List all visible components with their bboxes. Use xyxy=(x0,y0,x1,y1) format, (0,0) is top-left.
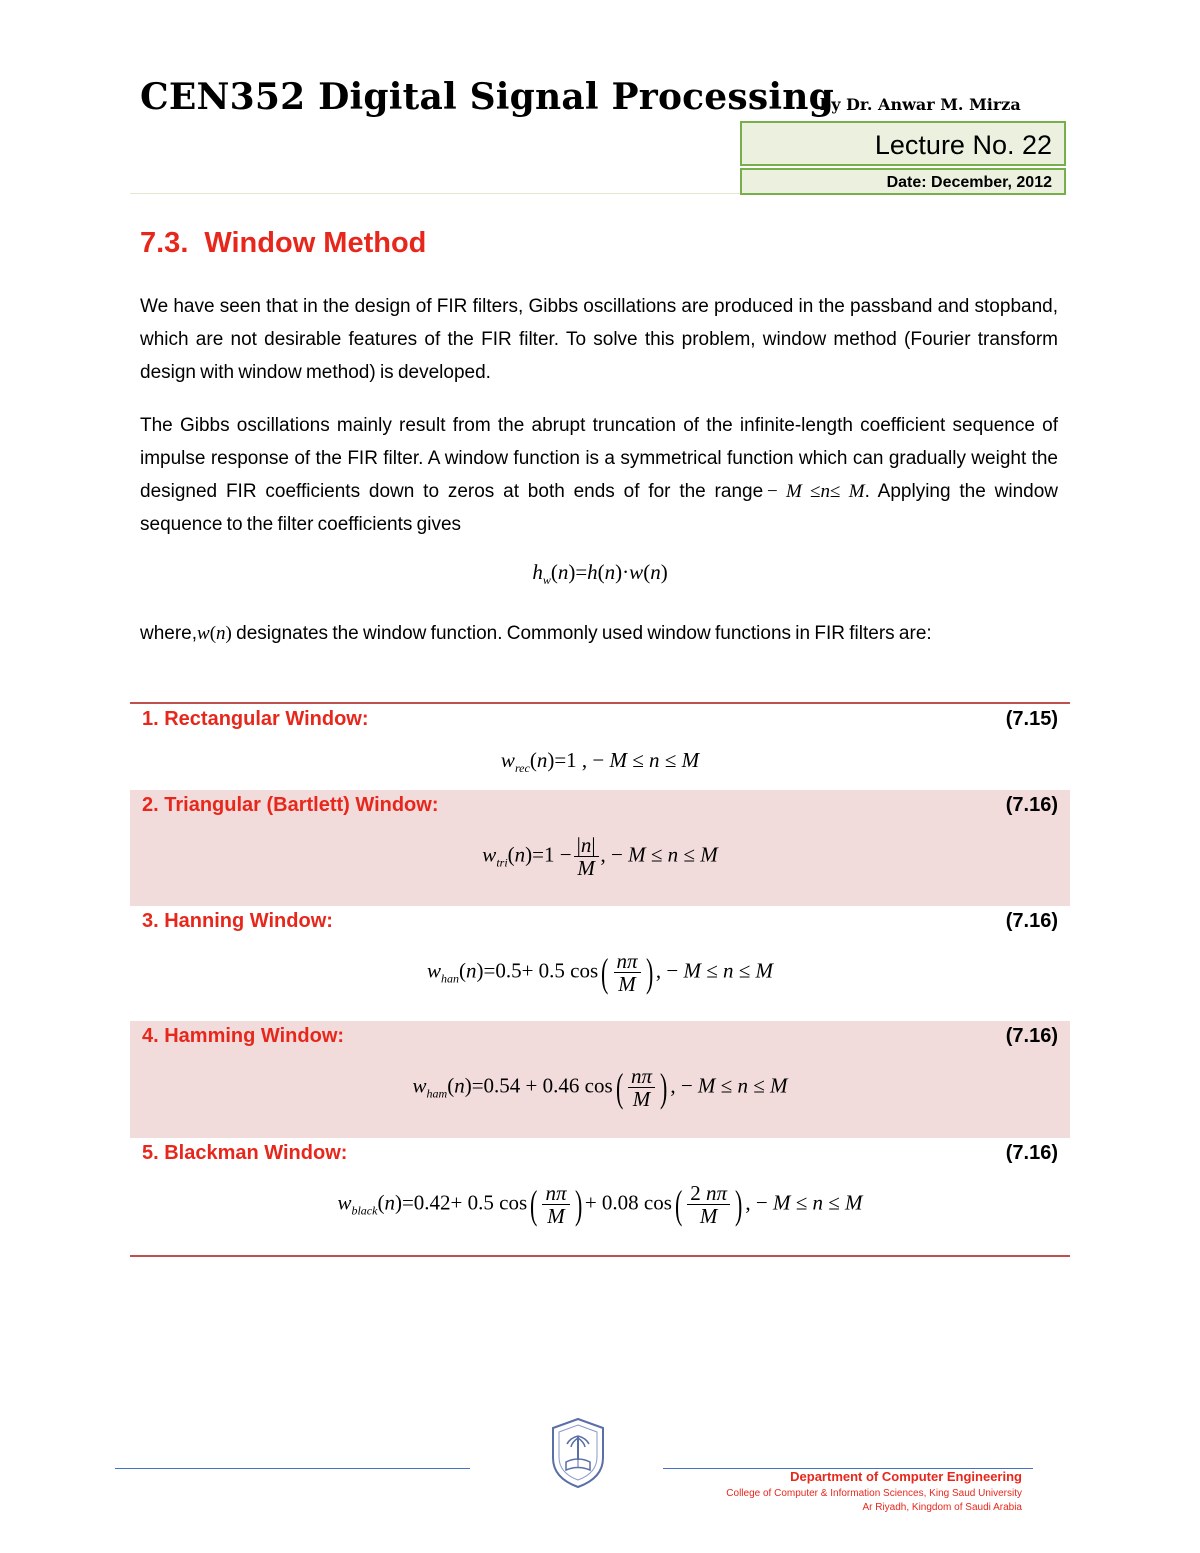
author: by Dr. Anwar M. Mirza xyxy=(820,95,1021,114)
section-title: Window Method xyxy=(204,227,427,259)
equation-number: (7.15) xyxy=(1005,708,1058,730)
hanning-window-formula: $w_{han}(n)=0.5+ 0.5$ cos( $\frac{n\pi}{M}$ ) , − M ≤ n ≤ M xyxy=(426,949,774,996)
window-row-hamming xyxy=(130,1021,1070,1138)
section-number: 7.3. xyxy=(140,227,189,259)
footer-city: Ar Riyadh, Kingdom of Saudi Arabia xyxy=(862,1502,1022,1513)
section-heading xyxy=(140,227,426,260)
paragraph-gibbs xyxy=(140,409,1058,541)
header-divider xyxy=(130,193,740,194)
lecture-number: Lecture No. 22 xyxy=(740,121,1066,166)
triangular-window-formula: $w_{tri}(n)=1$ − $\frac{|n|}{M}$ , − M ≤ n ≤ M xyxy=(482,833,718,880)
rectangular-window-formula: $w_{rec}(n)=1$ , − M ≤ n ≤ M xyxy=(500,748,700,775)
paragraph-where-text: designates the window function. Commonly used window functions in FIR filters are: xyxy=(231,623,932,644)
paragraph-where: where,w(n) designates the window function. Commonly used window functions in FIR filters are: xyxy=(140,623,932,644)
table-bottom-rule xyxy=(130,1255,1070,1257)
range-inline-math: − M ≤n≤ M xyxy=(763,481,865,502)
window-row-rectangular xyxy=(130,704,1070,790)
lecture-date: Date: December, 2012 xyxy=(740,168,1066,195)
window-row-hanning xyxy=(130,906,1070,1021)
window-label: 4. Hamming Window: xyxy=(142,1025,345,1047)
window-label: 1. Rectangular Window: xyxy=(142,708,369,730)
equation-number: (7.16) xyxy=(1005,1142,1058,1164)
paragraph-gibbs-tail: . Applying the window sequence to the filter coefficients gives xyxy=(140,481,1058,535)
window-label: 2. Triangular (Bartlett) Window: xyxy=(142,794,439,816)
paragraph-intro: We have seen that in the design of FIR filters, Gibbs oscillations are produced in the passband and stopband, which are not desirable features of the FIR filter. To solve this problem, window method (Fourier transform design with window method) is developed. xyxy=(140,296,1058,383)
equation-number: (7.16) xyxy=(1005,910,1058,932)
windowed-coefficients-equation: $h_w(n)=h(n)\cdot w(n)$ xyxy=(532,560,668,587)
footer-divider-left xyxy=(115,1468,470,1469)
window-row-triangular xyxy=(130,790,1070,906)
hamming-window-formula: $w_{ham}(n)=0.54 + 0.46$ cos( $\frac{n\pi}{M}$ ) , − M ≤ n ≤ M xyxy=(412,1064,788,1111)
blackman-window-formula: $w_{black}(n)=0.42+ 0.5$ cos( $\frac{n\pi}{M}$ ) + 0.08 cos( $\frac{2 n\pi}{M}$ ) , − M ≤ n ≤ M xyxy=(337,1181,863,1228)
window-label: 3. Hanning Window: xyxy=(142,910,333,932)
document-title: CEN352 Digital Signal Processing xyxy=(140,76,834,118)
equation-number: (7.16) xyxy=(1005,1025,1058,1047)
window-label: 5. Blackman Window: xyxy=(142,1142,348,1164)
footer-college: College of Computer & Information Sciences, King Saud University xyxy=(726,1488,1022,1499)
window-row-blackman xyxy=(130,1138,1070,1255)
equation-number: (7.16) xyxy=(1005,794,1058,816)
lecture-info-box xyxy=(740,121,1070,195)
paragraph-gibbs-text: The Gibbs oscillations mainly result from the abrupt truncation of the infinite-length coefficient sequence of impulse response of the FIR filter. A window function is a symmetrical function which can gradually weight the designed FIR coefficients down to zeros at both ends of for the range xyxy=(140,415,1058,502)
window-function-inline-math: w xyxy=(197,623,210,644)
footer-department: Department of Computer Engineering xyxy=(790,1469,1022,1484)
university-seal-icon xyxy=(548,1416,608,1490)
paragraph-where-lead: where, xyxy=(140,623,198,644)
